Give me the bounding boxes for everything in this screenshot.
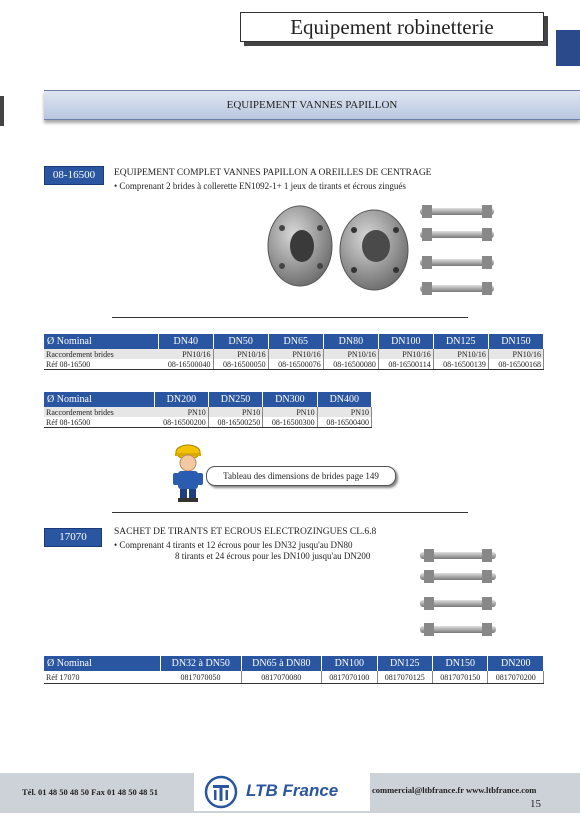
footer-phone: Tél. 01 48 50 48 50 Fax 01 48 50 48 51 [22,787,158,797]
table-header: DN200 [488,656,544,671]
table-cell: Raccordement brides [44,407,155,417]
table-header: DN150 [433,656,488,671]
table-header: DN32 à DN50 [161,656,242,671]
product-description: • Comprenant 4 tirants et 12 écrous pour les DN32 jusqu'au DN80 [114,540,353,550]
table-cell: PN10/16 [378,349,433,359]
product-description: 8 tirants et 24 écrous pour les DN100 jusqu'au DN200 [175,551,371,561]
table-header: DN80 [323,334,378,349]
product-ref-badge: 08-16500 [44,166,104,185]
product-description: • Comprenant 2 brides à collerette EN1092-1+ 1 jeux de tirants et écrous zingués [114,181,406,191]
table-cell: PN10/16 [433,349,488,359]
table-header: Ø Nominal [44,392,155,407]
table-cell: 08-16500400 [317,417,371,428]
table-cell: Raccordement brides [44,349,159,359]
table-header: DN400 [317,392,371,407]
table-cell: 0817070125 [377,671,432,684]
divider-line [112,512,468,513]
reference-table-3 [44,656,544,684]
dimension-table-1 [44,334,544,370]
page-number: 15 [530,798,541,810]
table-cell: 0817070080 [241,671,322,684]
table-cell: 08-16500114 [378,359,433,370]
table-header: Ø Nominal [44,334,159,349]
table-cell: Réf 08-16500 [44,359,159,370]
table-header: DN100 [322,656,377,671]
company-logo [194,773,370,811]
table-header: DN150 [488,334,543,349]
ltb-logo-icon [204,775,238,809]
table-cell: PN10/16 [159,349,214,359]
table-header: DN300 [263,392,317,407]
table-header: DN125 [377,656,432,671]
table-header: DN100 [378,334,433,349]
table-cell: Réf 08-16500 [44,417,155,428]
worker-mascot-icon [170,444,206,502]
table-cell: 08-16500250 [208,417,262,428]
table-cell: 08-16500080 [323,359,378,370]
table-row [44,349,544,359]
table-row [44,359,544,370]
dimension-table-2 [44,392,372,428]
table-cell: PN10/16 [323,349,378,359]
table-cell: PN10 [317,407,371,417]
section-title: EQUIPEMENT VANNES PAPILLON [44,90,580,120]
table-cell: 0817070050 [161,671,242,684]
table-header: DN250 [208,392,262,407]
table-cell: 0817070200 [488,671,544,684]
product-title: EQUIPEMENT COMPLET VANNES PAPILLON A OREILLES DE CENTRAGE [114,168,432,178]
table-cell: 0817070150 [433,671,488,684]
product-title: SACHET DE TIRANTS ET ECROUS ELECTROZINGUES CL.6.8 [114,527,377,537]
table-header: DN40 [159,334,214,349]
footer-contact: commercial@ltbfrance.fr www.ltbfrance.com [372,785,537,795]
divider-line [112,317,468,318]
logo-text: LTB France [246,781,339,800]
product-ref-badge: 17070 [44,528,102,547]
table-header: DN50 [213,334,268,349]
table-cell: 08-16500168 [488,359,543,370]
table-header: DN125 [433,334,488,349]
table-cell: PN10/16 [213,349,268,359]
table-cell: 08-16500076 [268,359,323,370]
header-accent-bar [556,30,580,66]
table-row [44,671,544,684]
table-header: DN65 [268,334,323,349]
table-cell: PN10/16 [268,349,323,359]
table-cell: PN10 [155,407,209,417]
table-cell: 08-16500050 [213,359,268,370]
table-header: DN200 [155,392,209,407]
table-cell: 08-16500139 [433,359,488,370]
table-header: DN65 à DN80 [241,656,322,671]
left-edge-mark [0,96,4,126]
page-title: Equipement robinetterie [240,12,544,42]
tie-rods-product-image [416,540,500,640]
table-cell: PN10 [263,407,317,417]
table-row [44,417,372,428]
table-cell: 08-16500200 [155,417,209,428]
table-header: Ø Nominal [44,656,161,671]
flange-product-image [262,198,502,298]
table-cell: PN10/16 [488,349,543,359]
dimension-reference-note: Tableau des dimensions de brides page 149 [206,466,396,486]
table-row [44,407,372,417]
table-cell: 0817070100 [322,671,377,684]
table-cell: PN10 [208,407,262,417]
table-cell: 08-16500040 [159,359,214,370]
table-cell: 08-16500300 [263,417,317,428]
table-cell: Réf 17070 [44,671,161,684]
